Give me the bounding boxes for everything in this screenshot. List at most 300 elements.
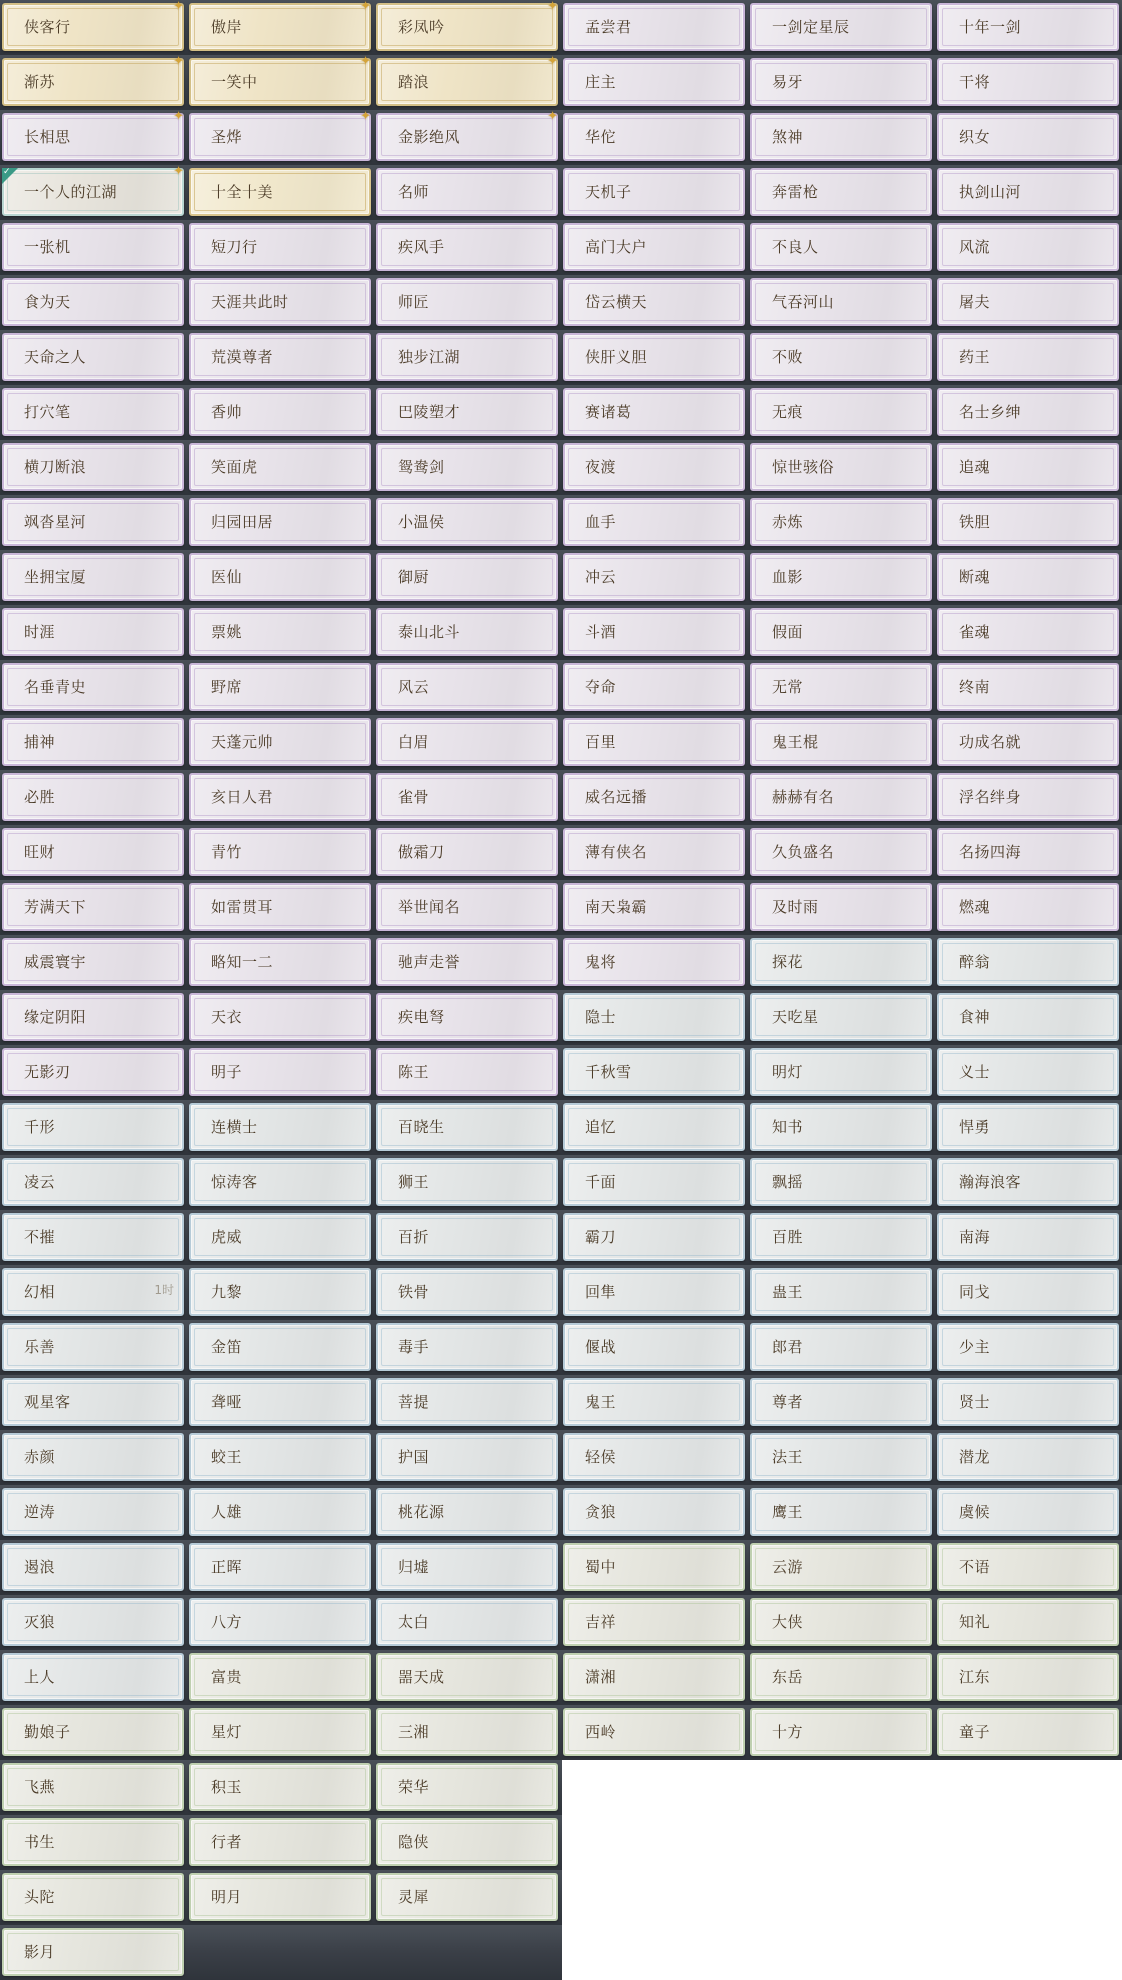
title-tile[interactable] [750,1048,932,1096]
title-tile[interactable] [563,1598,745,1646]
title-tile-label: 不良人 [772,238,819,256]
title-tile[interactable] [750,1323,932,1371]
title-tile[interactable] [376,1323,558,1371]
title-tile[interactable] [376,1158,558,1206]
title-tile-label: 头陀 [24,1888,56,1906]
title-tile[interactable] [750,388,932,436]
title-tile[interactable] [376,1433,558,1481]
title-tile[interactable] [750,773,932,821]
title-tile[interactable] [563,938,745,986]
title-tile[interactable] [563,1488,745,1536]
title-tile-label: 百折 [398,1228,430,1246]
title-tile[interactable] [376,109,558,161]
title-tile-label: 归园田居 [211,513,274,531]
title-tile[interactable] [750,1378,932,1426]
title-tile-label: 功成名就 [959,733,1022,751]
title-tile[interactable] [189,1158,371,1206]
title-tile-label: 轻侯 [585,1448,617,1466]
title-tile-label: 血手 [585,513,617,531]
title-tile[interactable] [376,1708,558,1756]
title-tile[interactable] [937,1213,1119,1261]
title-tile-label: 织女 [959,128,991,146]
title-tile[interactable] [750,333,932,381]
title-tile[interactable] [937,938,1119,986]
title-tile[interactable] [563,443,745,491]
title-tile[interactable] [2,718,184,766]
title-tile[interactable] [937,1378,1119,1426]
title-tile[interactable] [563,1653,745,1701]
title-tile-label: 执剑山河 [959,183,1022,201]
title-tile[interactable] [189,278,371,326]
title-tile-label: 郎君 [772,1338,804,1356]
title-tile[interactable] [189,993,371,1041]
title-tile[interactable] [2,1818,184,1866]
title-tile[interactable] [563,1378,745,1426]
title-tile-label: 归墟 [398,1558,430,1576]
title-tile[interactable] [937,993,1119,1041]
title-tile[interactable] [376,1488,558,1536]
title-tile-label: 圣烨 [211,128,243,146]
title-tile[interactable] [376,1818,558,1866]
title-tile[interactable] [750,1213,932,1261]
title-tile[interactable] [937,333,1119,381]
title-tile-label: 鹰王 [772,1503,804,1521]
title-tile[interactable] [2,663,184,711]
title-tile[interactable] [563,1048,745,1096]
title-tile[interactable] [189,718,371,766]
title-tile[interactable] [750,1103,932,1151]
title-tile-label: 太白 [398,1613,430,1631]
title-tile[interactable] [376,883,558,931]
title-tile[interactable] [750,443,932,491]
title-tile-label: 亥日人君 [211,788,274,806]
title-tile-label: 知书 [772,1118,804,1136]
title-tile-label: 瀚海浪客 [959,1173,1022,1191]
title-tile[interactable] [563,1433,745,1481]
title-tile[interactable] [189,1323,371,1371]
title-tile[interactable] [937,883,1119,931]
title-tile[interactable] [563,1213,745,1261]
title-tile[interactable] [376,1213,558,1261]
title-tile-label: 十年一剑 [959,18,1022,36]
title-tile[interactable] [937,773,1119,821]
title-tile[interactable] [376,718,558,766]
title-tile-label: 师匠 [398,293,430,311]
title-tile[interactable] [2,1928,184,1976]
title-tile[interactable] [189,54,371,106]
title-tile[interactable] [2,1213,184,1261]
title-tile[interactable] [2,883,184,931]
title-tile-label: 凌云 [24,1173,56,1191]
title-tile[interactable] [563,498,745,546]
title-tile[interactable] [563,223,745,271]
title-tile[interactable] [937,1708,1119,1756]
title-tile-label: 票姚 [211,623,243,641]
title-tile[interactable] [189,883,371,931]
title-tile-label: 燃魂 [959,898,991,916]
title-tile[interactable] [189,1213,371,1261]
title-tile[interactable] [750,1268,932,1316]
title-tile[interactable] [2,164,184,216]
title-tile[interactable] [189,1378,371,1426]
title-tile-label: 食为天 [24,293,71,311]
title-tile-label: 上人 [24,1668,56,1686]
title-tile-label: 天涯共此时 [211,293,289,311]
title-tile[interactable] [2,1323,184,1371]
title-tile-label: 飒沓星河 [24,513,87,531]
title-tile[interactable] [189,168,371,216]
title-tile[interactable] [2,1158,184,1206]
title-tile[interactable] [376,168,558,216]
title-tile-label: 荒漠尊者 [211,348,274,366]
title-tile-label: 长相思 [24,128,71,146]
title-tile[interactable] [937,388,1119,436]
title-tile[interactable] [750,1543,932,1591]
title-tile-label: 巴陵塑才 [398,403,461,421]
title-tile[interactable] [376,553,558,601]
title-tile[interactable] [563,278,745,326]
title-tile[interactable] [189,1763,371,1811]
title-tile-label: 明子 [211,1063,243,1081]
title-tile-label: 时涯 [24,623,56,641]
star-icon: ✦ [173,164,184,179]
title-tile[interactable] [563,553,745,601]
title-tile-label: 天吃星 [772,1008,819,1026]
title-tile[interactable] [189,663,371,711]
title-tile[interactable] [189,0,371,51]
title-tile[interactable] [2,1708,184,1756]
title-tile-label: 华佗 [585,128,617,146]
title-tile-label: 不败 [772,348,804,366]
title-tile[interactable] [937,1268,1119,1316]
title-tile-label: 傲岸 [211,18,243,36]
title-tile[interactable] [376,1653,558,1701]
title-tile[interactable] [376,1048,558,1096]
title-tile[interactable] [750,113,932,161]
title-tile[interactable] [937,223,1119,271]
title-tile-label: 踏浪 [398,73,430,91]
title-tile[interactable] [376,1268,558,1316]
title-tile[interactable] [750,663,932,711]
title-tile[interactable] [189,333,371,381]
title-tile[interactable] [937,3,1119,51]
title-tile[interactable] [750,1488,932,1536]
title-tile[interactable] [2,1543,184,1591]
title-tile[interactable] [376,773,558,821]
title-tile[interactable] [2,1873,184,1921]
title-tile-label: 泰山北斗 [398,623,461,641]
title-tile-label: 终南 [959,678,991,696]
title-tile-label: 天机子 [585,183,632,201]
title-tile[interactable] [937,1103,1119,1151]
title-tile[interactable] [189,1818,371,1866]
title-tile[interactable] [189,1873,371,1921]
title-tile[interactable] [563,608,745,656]
title-tile-label: 威名远播 [585,788,648,806]
title-tile-label: 赤颜 [24,1448,56,1466]
title-timer: 1时 [154,1283,174,1297]
title-tile[interactable] [563,113,745,161]
title-tile[interactable] [937,443,1119,491]
title-tile-label: 铁胆 [959,513,991,531]
title-tile[interactable] [189,1103,371,1151]
title-tile[interactable] [750,883,932,931]
title-tile-label: 狮王 [398,1173,430,1191]
title-tile[interactable] [563,883,745,931]
title-tile[interactable] [376,993,558,1041]
title-tile[interactable] [750,553,932,601]
title-tile[interactable] [2,498,184,546]
title-tile[interactable] [376,1598,558,1646]
title-tile-label: 虞候 [959,1503,991,1521]
title-tile[interactable] [2,1653,184,1701]
title-tile[interactable] [937,828,1119,876]
title-tile[interactable] [2,223,184,271]
title-tile[interactable] [563,58,745,106]
title-tile[interactable] [937,1433,1119,1481]
title-tile[interactable] [189,828,371,876]
title-tile[interactable] [376,938,558,986]
title-tile-label: 逆涛 [24,1503,56,1521]
title-tile-label: 少主 [959,1338,991,1356]
title-tile-label: 铁骨 [398,1283,430,1301]
title-tile-label: 食神 [959,1008,991,1026]
title-tile-label: 灭狼 [24,1613,56,1631]
title-tile[interactable] [189,1048,371,1096]
title-tile[interactable] [2,0,184,51]
title-tile[interactable] [2,443,184,491]
title-tile-label: 野席 [211,678,243,696]
title-tile[interactable] [376,1103,558,1151]
title-tile-label: 鬼将 [585,953,617,971]
title-tile[interactable] [937,58,1119,106]
title-tile[interactable] [189,1543,371,1591]
title-tile[interactable] [937,553,1119,601]
title-tile-label: 惊世骇俗 [772,458,835,476]
title-tile[interactable] [750,58,932,106]
title-tile[interactable] [563,388,745,436]
title-tile-label: 蛟王 [211,1448,243,1466]
title-tile[interactable] [750,993,932,1041]
title-tile-label: 赫赫有名 [772,788,835,806]
title-tile[interactable] [2,1103,184,1151]
title-tile[interactable] [563,1708,745,1756]
title-tile-label: 短刀行 [211,238,258,256]
title-tile[interactable] [563,828,745,876]
title-tile[interactable] [563,1543,745,1591]
title-tile[interactable] [2,1268,184,1316]
title-tile[interactable] [937,498,1119,546]
title-tile[interactable] [937,1323,1119,1371]
title-tile[interactable] [2,54,184,106]
title-tile-label: 雀魂 [959,623,991,641]
title-tile[interactable] [2,1763,184,1811]
title-tile[interactable] [376,828,558,876]
title-tile[interactable] [376,388,558,436]
title-tile-label: 侠肝义胆 [585,348,648,366]
title-tile-label: 白眉 [398,733,430,751]
title-tile-label: 小温侯 [398,513,445,531]
title-tile[interactable] [2,109,184,161]
title-tile[interactable] [563,168,745,216]
title-tile[interactable] [937,718,1119,766]
title-tile[interactable] [376,608,558,656]
star-icon: ✦ [173,0,184,14]
title-tile[interactable] [937,168,1119,216]
title-tile-label: 千形 [24,1118,56,1136]
title-tile-label: 明月 [211,1888,243,1906]
title-tile[interactable] [376,54,558,106]
title-tile-label: 鸳鸯剑 [398,458,445,476]
title-tile-label: 医仙 [211,568,243,586]
title-tile[interactable] [376,663,558,711]
title-tile[interactable] [563,993,745,1041]
title-tile[interactable] [563,333,745,381]
title-tile-label: 荣华 [398,1778,430,1796]
title-tile[interactable] [2,608,184,656]
title-tile[interactable] [750,3,932,51]
title-tile[interactable] [2,1433,184,1481]
title-tile-label: 潜龙 [959,1448,991,1466]
title-tile[interactable] [750,608,932,656]
title-tile[interactable] [937,663,1119,711]
title-tile[interactable] [189,388,371,436]
title-tile-label: 雀骨 [398,788,430,806]
title-tile-label: 鬼王棍 [772,733,819,751]
title-tile[interactable] [750,168,932,216]
title-tile-label: 富贵 [211,1668,243,1686]
title-tile[interactable] [937,1488,1119,1536]
title-tile[interactable] [376,1378,558,1426]
title-tile-label: 举世闻名 [398,898,461,916]
title-tile[interactable] [189,553,371,601]
title-tile[interactable] [189,223,371,271]
title-tile[interactable] [189,1653,371,1701]
title-tile-label: 驰声走誉 [398,953,461,971]
title-tile[interactable] [376,333,558,381]
title-tile[interactable] [189,938,371,986]
title-tile[interactable] [750,223,932,271]
title-tile-label: 回隼 [585,1283,617,1301]
title-tile-label: 易牙 [772,73,804,91]
title-tile-label: 久负盛名 [772,843,835,861]
title-tile-label: 气吞河山 [772,293,835,311]
title-tile[interactable] [2,388,184,436]
title-tile[interactable] [2,773,184,821]
title-tile[interactable] [750,828,932,876]
title-tile[interactable] [189,443,371,491]
title-tile-label: 如雷贯耳 [211,898,274,916]
title-tile-label: 风云 [398,678,430,696]
title-tile[interactable] [2,553,184,601]
title-tile[interactable] [563,1103,745,1151]
title-tile[interactable] [376,223,558,271]
title-tile[interactable] [937,1543,1119,1591]
title-tile[interactable] [937,1158,1119,1206]
title-tile[interactable] [2,1378,184,1426]
star-icon: ✦ [360,54,371,69]
title-tile-label: 悍勇 [959,1118,991,1136]
title-tile[interactable] [750,1598,932,1646]
title-tile[interactable] [937,1653,1119,1701]
title-tile-label: 青竹 [211,843,243,861]
title-tile[interactable] [189,1268,371,1316]
title-tile[interactable] [750,1433,932,1481]
title-tile[interactable] [563,1158,745,1206]
title-tile[interactable] [563,3,745,51]
title-tile[interactable] [937,1598,1119,1646]
title-tile[interactable] [937,608,1119,656]
title-tile[interactable] [189,1708,371,1756]
title-tile[interactable] [2,278,184,326]
title-tile[interactable] [376,1763,558,1811]
title-tile[interactable] [937,1048,1119,1096]
title-tile-label: 探花 [772,953,804,971]
title-tile[interactable] [189,773,371,821]
title-tile[interactable] [2,1598,184,1646]
title-tile[interactable] [376,0,558,51]
title-tile-label: 童子 [959,1723,991,1741]
title-tile[interactable] [750,278,932,326]
title-tile[interactable] [750,498,932,546]
title-tile[interactable] [937,278,1119,326]
title-tile[interactable] [563,1268,745,1316]
title-tile[interactable] [2,1048,184,1096]
title-tile-label: 高门大户 [585,238,648,256]
title-tile[interactable] [189,1488,371,1536]
title-tile[interactable] [376,278,558,326]
title-tile[interactable] [189,498,371,546]
title-tile[interactable] [750,938,932,986]
title-tile[interactable] [2,828,184,876]
title-tile[interactable] [563,663,745,711]
title-tile[interactable] [563,718,745,766]
title-tile[interactable] [937,113,1119,161]
title-tile[interactable] [2,1488,184,1536]
title-tile-label: 吉祥 [585,1613,617,1631]
title-tile-label: 一个人的江湖 [24,183,118,201]
title-tile-label: 幻相 [24,1283,56,1301]
title-tile[interactable] [750,1653,932,1701]
title-tile-label: 御厨 [398,568,430,586]
title-tile-label: 名垂青史 [24,678,87,696]
title-tile[interactable] [376,1873,558,1921]
title-tile-label: 百里 [585,733,617,751]
title-tile[interactable] [750,1708,932,1756]
title-tile-label: 星灯 [211,1723,243,1741]
title-tile-label: 天蓬元帅 [211,733,274,751]
title-tile[interactable] [189,608,371,656]
title-tile[interactable] [2,938,184,986]
title-tile[interactable] [563,1323,745,1371]
title-tile[interactable] [563,773,745,821]
title-tile[interactable] [376,443,558,491]
title-tile[interactable] [750,718,932,766]
title-tile[interactable] [189,1598,371,1646]
title-tile-label: 威震寰宇 [24,953,87,971]
title-tile[interactable] [376,1543,558,1591]
title-tile-label: 贪狼 [585,1503,617,1521]
title-tile-label: 追魂 [959,458,991,476]
title-tile[interactable] [189,109,371,161]
title-tile[interactable] [2,993,184,1041]
title-tile[interactable] [376,498,558,546]
title-tile[interactable] [750,1158,932,1206]
title-tile[interactable] [2,333,184,381]
title-tile-label: 芳满天下 [24,898,87,916]
title-tile-label: 书生 [24,1833,56,1851]
title-tile[interactable] [189,1433,371,1481]
